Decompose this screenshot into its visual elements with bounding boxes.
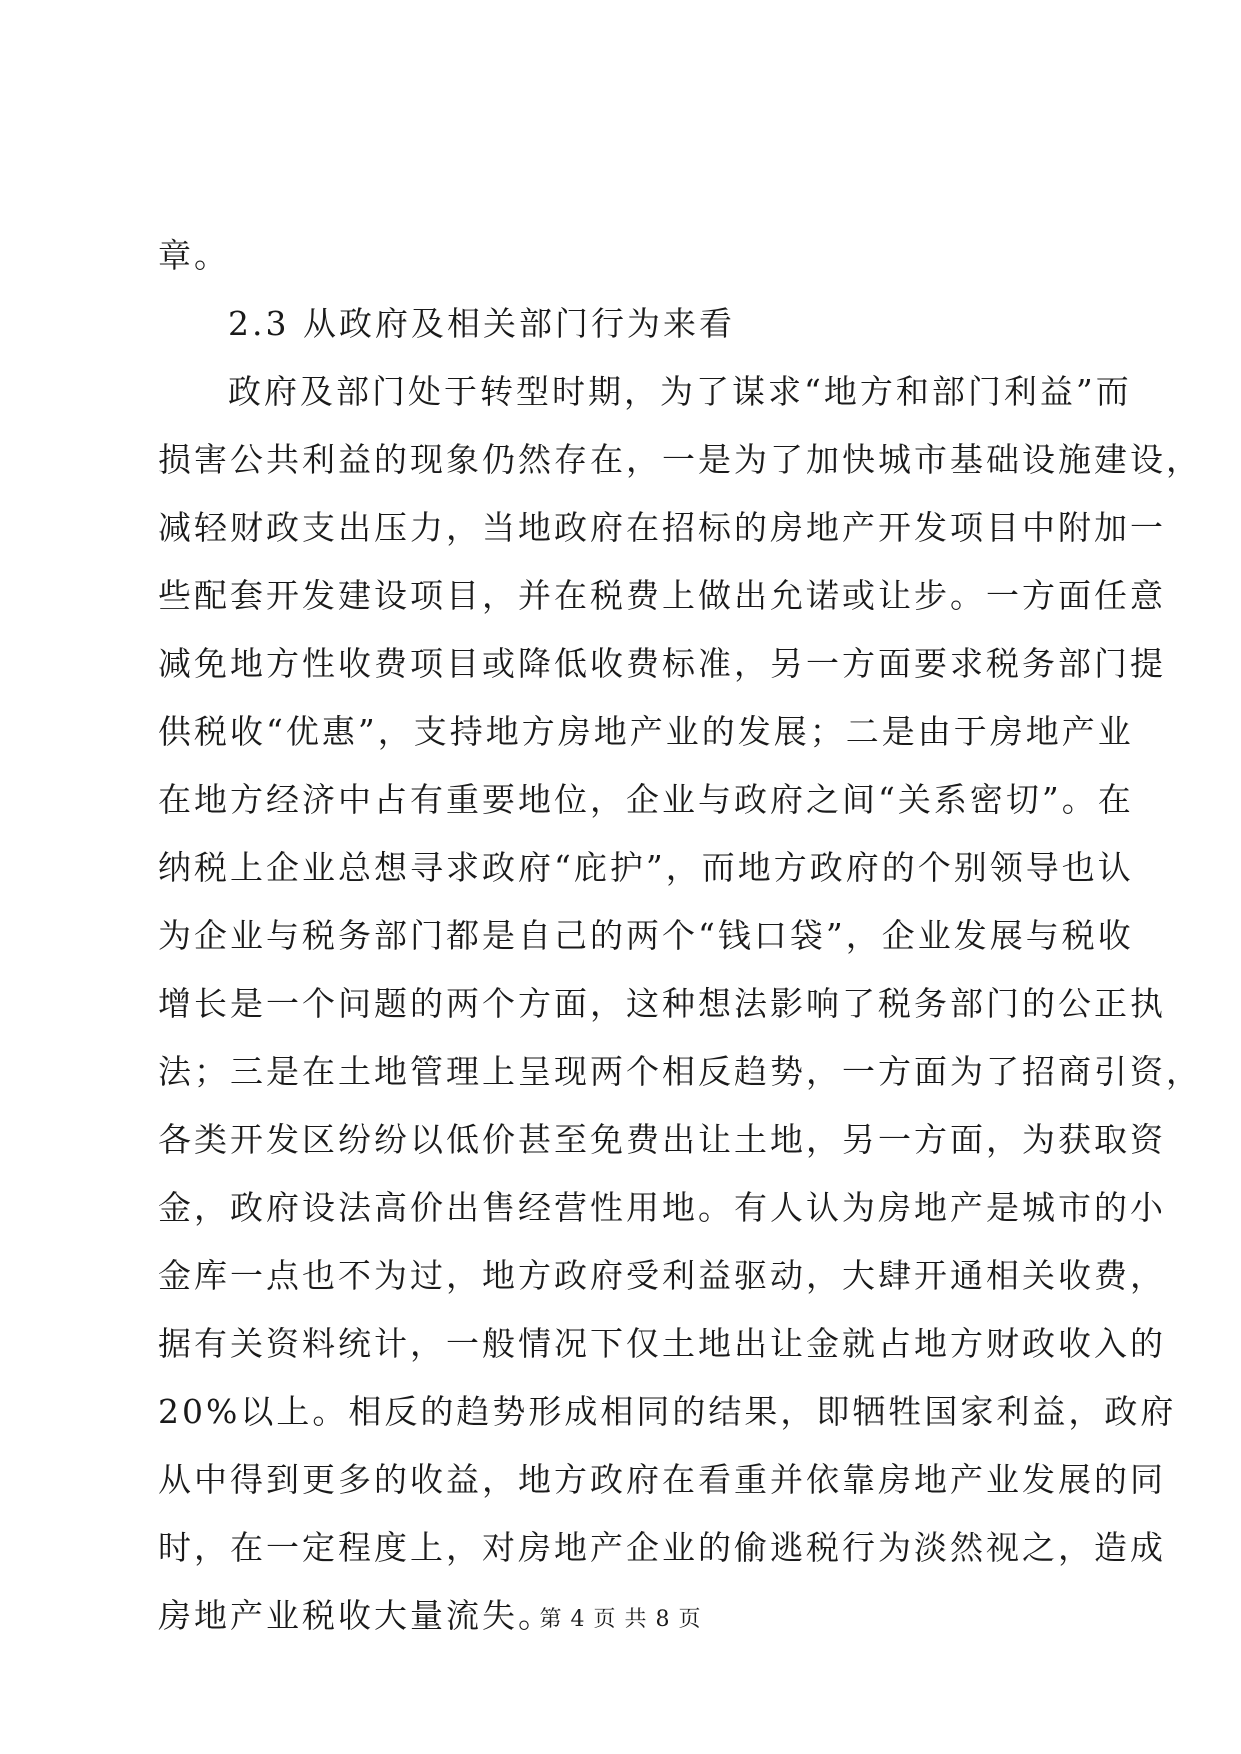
section-heading: 2.3 从政府及相关部门行为来看: [228, 304, 735, 343]
text-line: 为企业与税务部门都是自己的两个“钱口袋”，企业发展与税收: [158, 916, 1134, 955]
paragraph-first-line: 政府及部门处于转型时期，为了谋求“地方和部门利益”而: [228, 372, 1132, 411]
text-line: 20%以上。相反的趋势形成相同的结果，即牺牲国家利益，政府: [158, 1392, 1177, 1431]
text-line: 金库一点也不为过，地方政府受利益驱动，大肆开通相关收费，: [158, 1256, 1166, 1295]
text-line: 从中得到更多的收益，地方政府在看重并依靠房地产业发展的同: [158, 1460, 1166, 1499]
text-line: 时，在一定程度上，对房地产企业的偷逃税行为淡然视之，造成: [158, 1528, 1166, 1567]
text-line: 减轻财政支出压力，当地政府在招标的房地产开发项目中附加一: [158, 508, 1166, 547]
text-line: 法；三是在土地管理上呈现两个相反趋势，一方面为了招商引资，: [158, 1052, 1202, 1091]
text-line: 增长是一个问题的两个方面，这种想法影响了税务部门的公正执: [158, 984, 1166, 1023]
text-line: 在地方经济中占有重要地位，企业与政府之间“关系密切”。在: [158, 780, 1134, 819]
text-line: 章。: [158, 236, 230, 275]
page-number: 第 4 页 共 8 页: [539, 1607, 702, 1632]
text-line: 损害公共利益的现象仍然存在，一是为了加快城市基础设施建设，: [158, 440, 1202, 479]
text-line: 各类开发区纷纷以低价甚至免费出让土地，另一方面，为获取资: [158, 1120, 1166, 1159]
text-line: 供税收“优惠”，支持地方房地产业的发展；二是由于房地产业: [158, 712, 1134, 751]
text-line: 据有关资料统计，一般情况下仅土地出让金就占地方财政收入的: [158, 1324, 1166, 1363]
text-line: 金，政府设法高价出售经营性用地。有人认为房地产是城市的小: [158, 1188, 1166, 1227]
text-line: 房地产业税收大量流失。: [158, 1596, 554, 1635]
text-line: 纳税上企业总想寻求政府“庇护”，而地方政府的个别领导也认: [158, 848, 1134, 887]
body-text: [158, 222, 1202, 1650]
text-line: 些配套开发建设项目，并在税费上做出允诺或让步。一方面任意: [158, 576, 1166, 615]
text-line: 减免地方性收费项目或降低收费标准，另一方面要求税务部门提: [158, 644, 1166, 683]
